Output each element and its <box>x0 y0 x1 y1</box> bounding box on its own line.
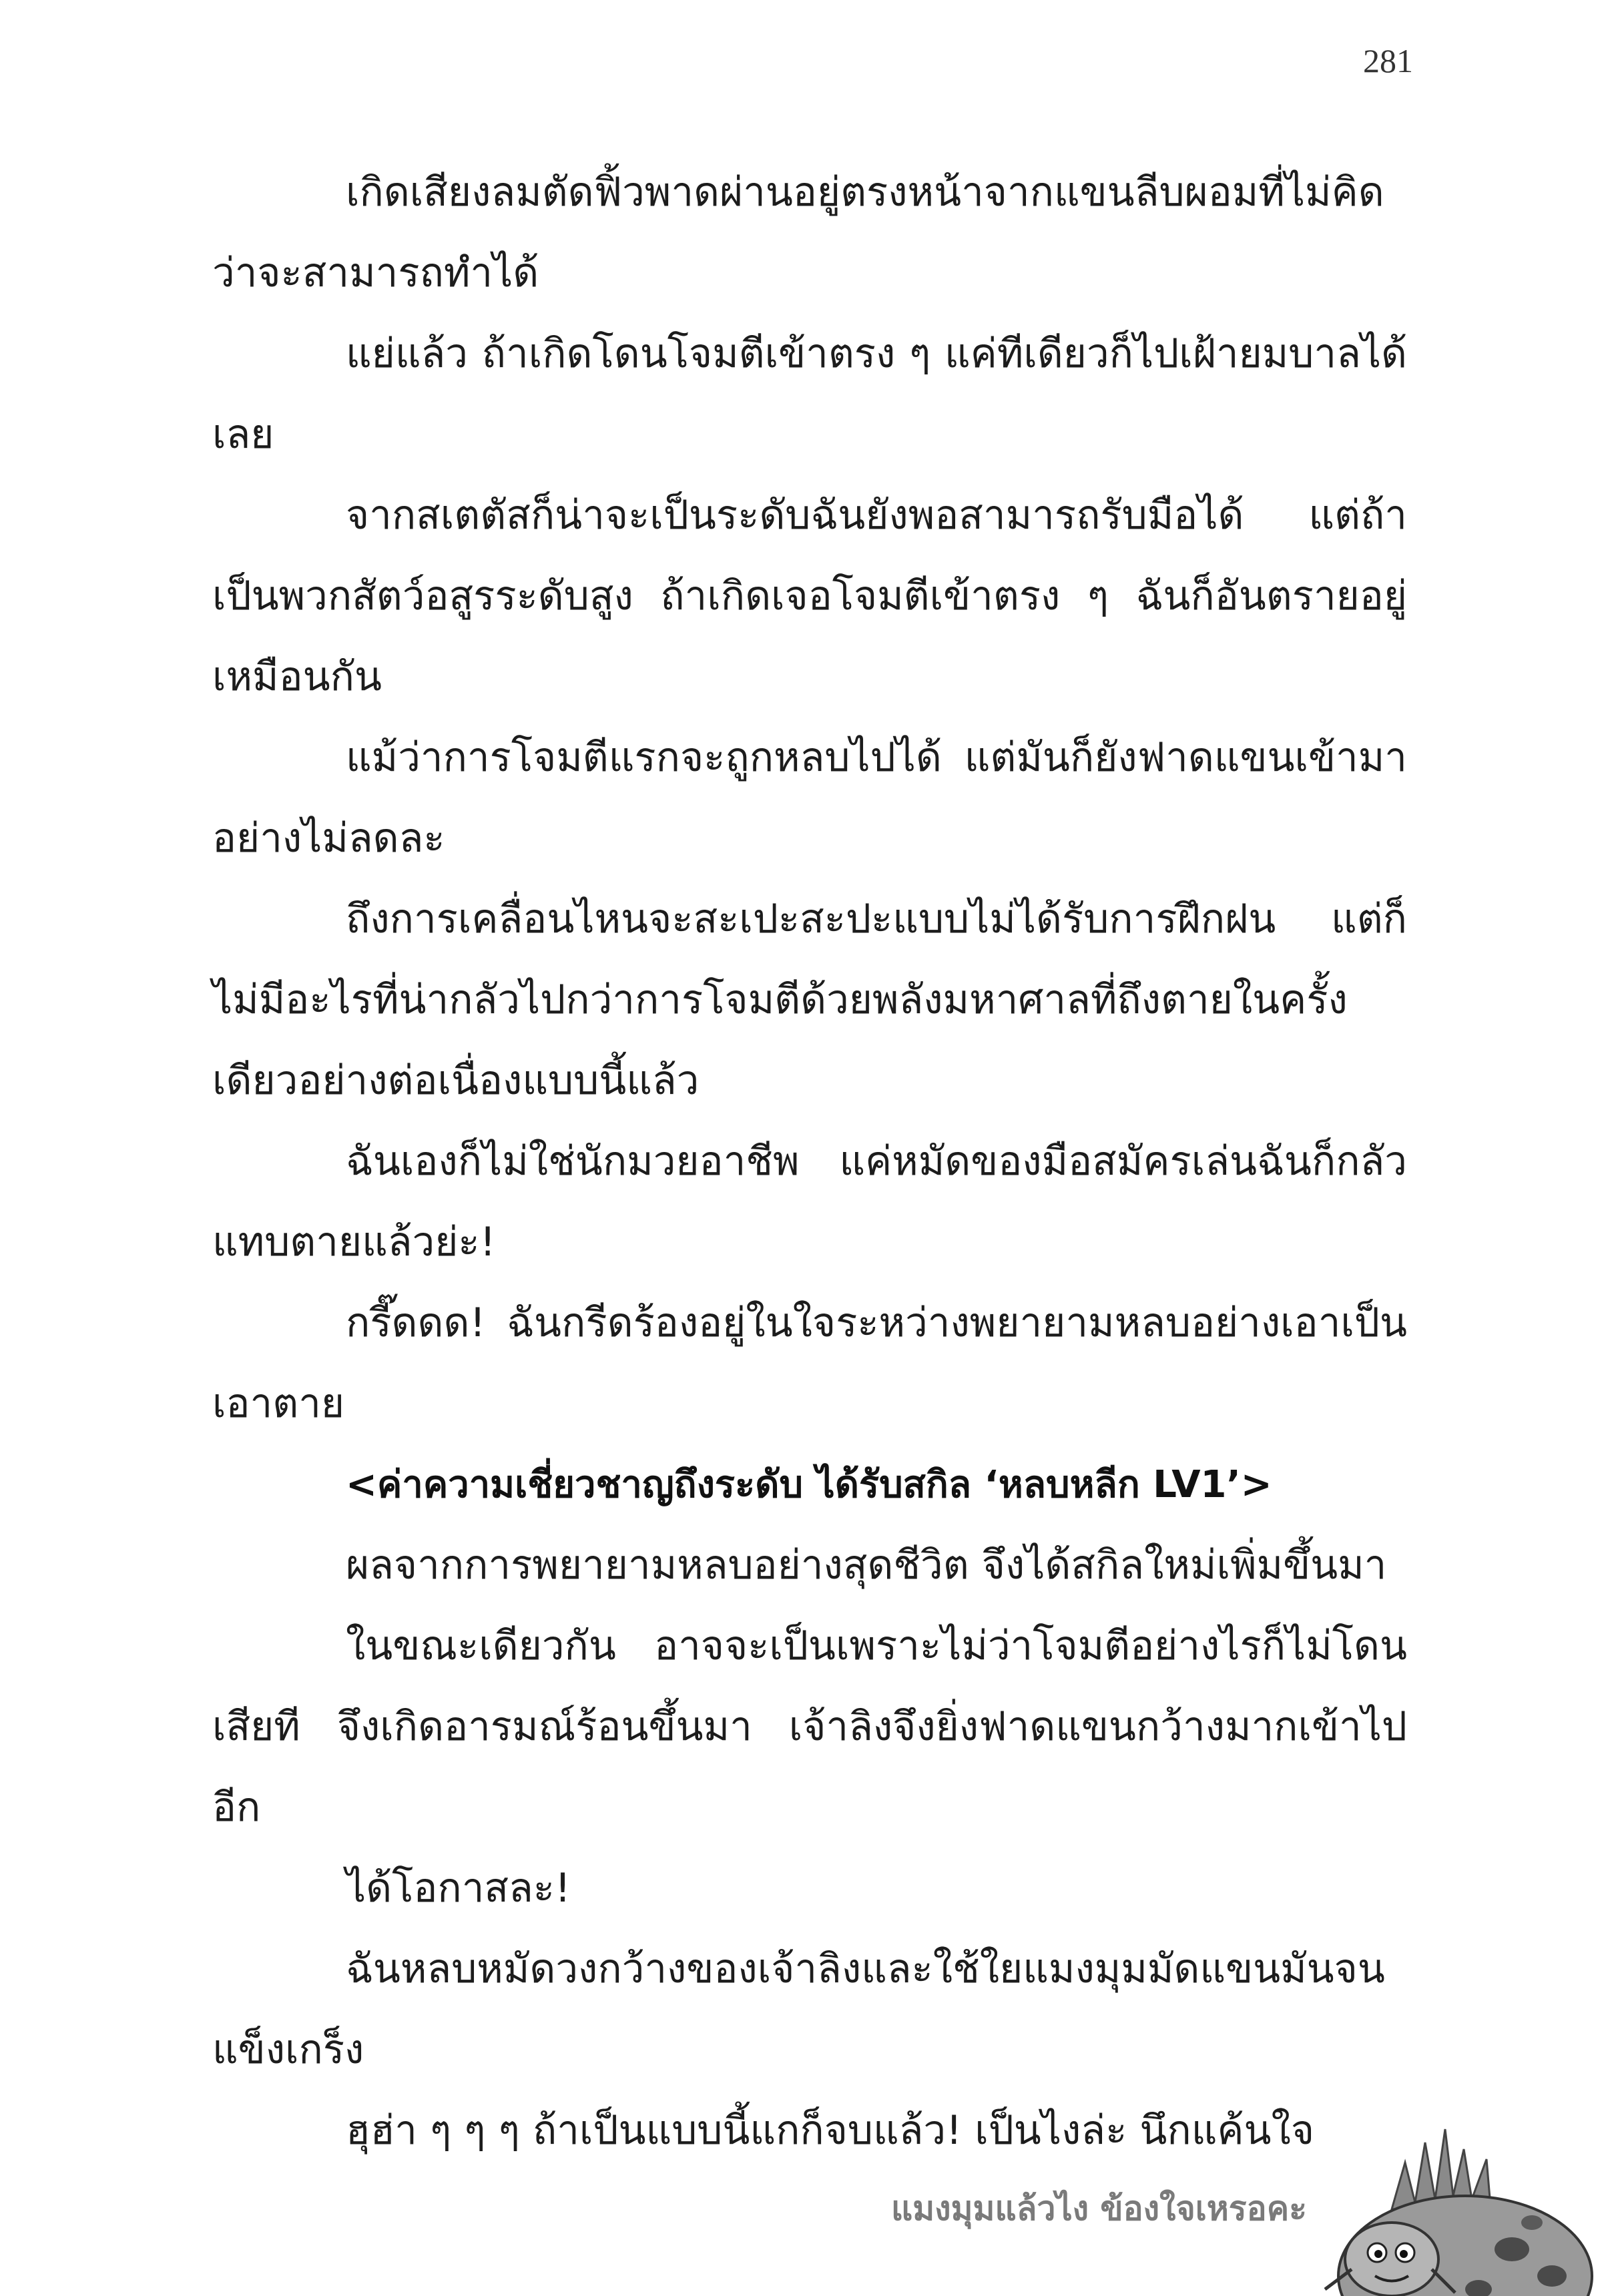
body-text <box>212 152 1407 2171</box>
paragraph: แม้ว่าการโจมตีแรกจะถูกหลบไปได้ แต่มันก็ยังฟาดแขนเข้ามาอย่างไม่ลดละ <box>212 734 1407 862</box>
paragraph: ในขณะเดียวกัน อาจจะเป็นเพราะไม่ว่าโจมตีอย่างไรก็ไม่โดนเสียที จึงเกิดอารมณ์ร้อนขึ้นมา เจ้าลิงจึงยิ่งฟาดแขนกว้างมากเข้าไปอีก <box>212 1623 1407 1831</box>
paragraph: เกิดเสียงลมตัดฟิ้วพาดผ่านอยู่ตรงหน้าจากแขนลีบผอมที่ไม่คิดว่าจะสามารถทำได้ <box>212 169 1384 296</box>
footer-book-title: แมงมุมแล้วไง ข้องใจเหรอคะ <box>891 2189 1307 2228</box>
paragraph: กรี๊ดดด! ฉันกรีดร้องอยู่ในใจระหว่างพยายามหลบอย่างเอาเป็นเอาตาย <box>212 1300 1407 1427</box>
paragraph: ถึงการเคลื่อนไหนจะสะเปะสะปะแบบไม่ได้รับการฝึกฝน แต่ก็ไม่มีอะไรที่น่ากลัวไปกว่าการโจมตีด้วยพลังมหาศาลที่ถึงตายในครั้งเดียวอย่างต่อเนื่องแบบนี้แล้ว <box>212 896 1407 1104</box>
spider-mascot-icon <box>1312 2122 1612 2296</box>
paragraph: ฉันหลบหมัดวงกว้างของเจ้าลิงและใช้ใยแมงมุมมัดแขนมันจนแข็งเกร็ง <box>212 1946 1385 2073</box>
paragraph: ฉันเองก็ไม่ใช่นักมวยอาชีพ แค่หมัดของมือสมัครเล่นฉันก็กลัวแทบตายแล้วย่ะ! <box>212 1138 1407 1265</box>
paragraph: ฮุฮ่า ๆ ๆ ๆ ถ้าเป็นแบบนี้แกก็จบแล้ว! เป็นไงล่ะ นึกแค้นใจ <box>346 2107 1314 2154</box>
system-message: <ค่าความเชี่ยวชาญถึงระดับ ได้รับสกิล ‘หลบหลีก LV1’> <box>346 1463 1272 1506</box>
paragraph: จากสเตตัสก็น่าจะเป็นระดับฉันยังพอสามารถรับมือได้ แต่ถ้าเป็นพวกสัตว์อสูรระดับสูง ถ้าเกิดเจอโจมตีเข้าตรง ๆ ฉันก็อันตรายอยู่เหมือนกัน <box>212 492 1407 700</box>
paragraph: ได้โอกาสละ! <box>346 1865 571 1912</box>
paragraph: ผลจากการพยายามหลบอย่างสุดชีวิต จึงได้สกิลใหม่เพิ่มขึ้นมา <box>346 1542 1387 1589</box>
paragraph: แย่แล้ว ถ้าเกิดโดนโจมตีเข้าตรง ๆ แค่ทีเดียวก็ไปเฝ้ายมบาลได้เลย <box>212 330 1407 458</box>
page-number: 281 <box>1363 42 1413 79</box>
